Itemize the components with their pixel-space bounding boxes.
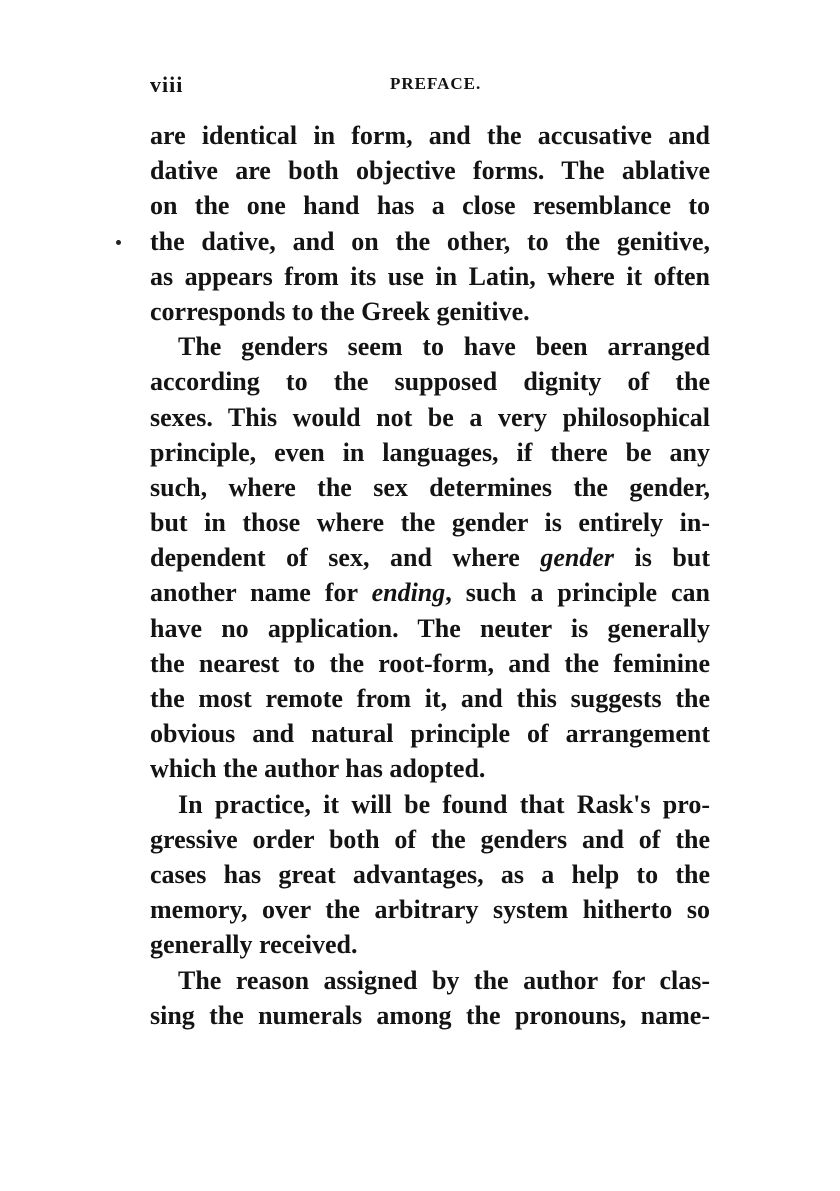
text-line: are identical in form, and the accusative and	[150, 121, 710, 150]
text-line: on the one hand has a close resemblance to	[150, 191, 710, 221]
text-line: the dative, and on the other, to the genitive,	[150, 226, 710, 256]
running-head	[0, 72, 840, 102]
text-line: the most remote from it, and this suggests the	[150, 684, 710, 713]
paragraph	[150, 329, 710, 786]
paragraph	[150, 787, 710, 963]
text-line: corresponds to the Greek genitive.	[150, 296, 530, 326]
text-run: is but	[614, 543, 711, 573]
text-line	[150, 575, 710, 610]
text-line: gressive order both of the genders and of the	[150, 824, 710, 854]
text-line: generally received.	[150, 930, 358, 960]
running-title: PREFACE.	[390, 74, 482, 93]
text-run: , such a principle can	[445, 578, 711, 608]
text-line: In practice, it will be found that Rask's pro-	[178, 789, 710, 819]
text-run: dependent of sex, and where	[150, 543, 541, 573]
text-line: such, where the sex determines the gender,	[150, 472, 710, 502]
text-line: dative are both objective forms. The ablative	[150, 156, 710, 186]
text-line: cases has great advantages, as a help to the	[150, 859, 710, 889]
body-text	[150, 118, 710, 1033]
text-line	[150, 540, 710, 575]
text-line: but in those where the gender is entirely in-	[150, 508, 710, 538]
text-line: sexes. This would not be a very philosophical	[150, 402, 710, 432]
text-line: sing the numerals among the pronouns, name-	[150, 1000, 710, 1030]
text-line: have no application. The neuter is generally	[150, 613, 710, 643]
text-line: obvious and natural principle of arrangement	[150, 719, 710, 749]
text-line: according to the supposed dignity of the	[150, 367, 710, 397]
italic-word: gender	[540, 543, 615, 573]
margin-dot	[116, 240, 121, 245]
text-line: principle, even in languages, if there be any	[150, 437, 710, 467]
paragraph	[150, 963, 710, 1033]
text-line: memory, over the arbitrary system hitherto so	[150, 895, 710, 925]
text-line: The reason assigned by the author for clas-	[178, 965, 710, 995]
text-line: the nearest to the root-form, and the feminine	[150, 648, 710, 678]
italic-word: ending	[371, 578, 446, 608]
paragraph	[150, 118, 710, 329]
text-line: as appears from its use in Latin, where it often	[150, 261, 710, 291]
text-line: The genders seem to have been arranged	[178, 332, 710, 362]
text-run: another name for	[150, 578, 372, 608]
page-number: viii	[150, 72, 184, 97]
text-line: which the author has adopted.	[150, 754, 486, 784]
